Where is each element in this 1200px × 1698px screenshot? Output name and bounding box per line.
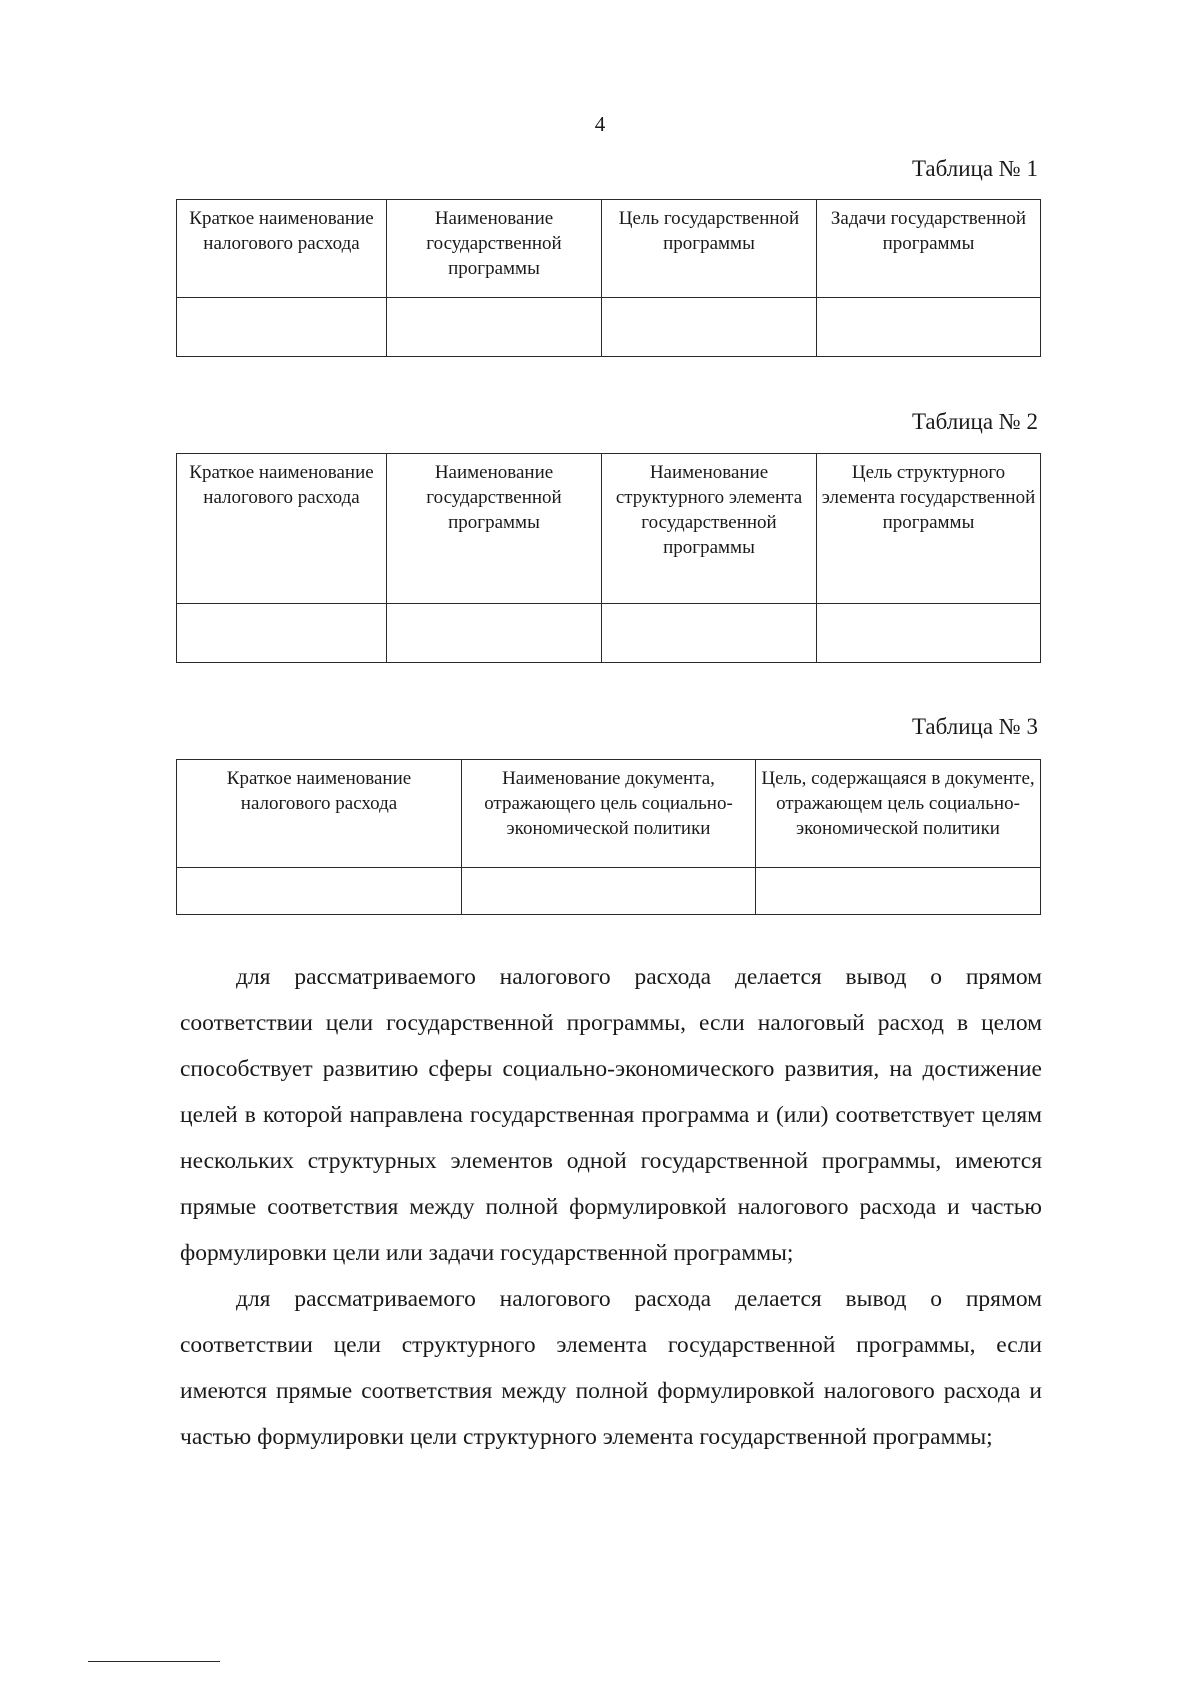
- table-header-cell: Краткое наименование налогового расхода: [177, 760, 462, 868]
- table-cell: [387, 298, 602, 357]
- table-2-caption: Таблица № 2: [911, 409, 1038, 434]
- paragraph: для рассматриваемого налогового расхода делается вывод о прямом соответствии цели структурного элемента государственной программы, если имеются прямые соответствия между полной формулировкой налогового расхода и частью формулировки цели структурного элемента государственной программы;: [180, 1286, 1042, 1450]
- paragraph: для рассматриваемого налогового расхода делается вывод о прямом соответствии цели государственной программы, если налоговый расход в целом способствует развитию сферы социально-экономического развития, на достижение целей в которой направлена государственная программа и (или) соответствует целям нескольких структурных элементов одной государственной программы, имеются прямые соответствия между полной формулировкой налогового расхода и частью формулировки цели или задачи государственной программы;: [180, 964, 1042, 1266]
- table-header-cell: Краткое наименование налогового расхода: [177, 200, 387, 298]
- table-3-caption: Таблица № 3: [911, 714, 1038, 739]
- table-header-cell: Задачи государственной программы: [817, 200, 1041, 298]
- page-number: 4: [594, 112, 606, 136]
- table-cell: [817, 298, 1041, 357]
- table-header-row: [177, 200, 1041, 298]
- table-cell: [756, 868, 1041, 915]
- table-cell: [387, 604, 602, 663]
- table-cell: [177, 604, 387, 663]
- table-header-row: [177, 454, 1041, 604]
- table-cell: [177, 868, 462, 915]
- table-row: [177, 868, 1041, 915]
- table-cell: [602, 604, 817, 663]
- table-header-cell: Краткое наименование налогового расхода: [177, 454, 387, 604]
- table-row: [177, 298, 1041, 357]
- body-text: [180, 954, 1042, 1460]
- table-header-cell: Цель структурного элемента государственной программы: [817, 454, 1041, 604]
- table-header-cell: Наименование документа, отражающего цель социально-экономической политики: [462, 760, 756, 868]
- table-header-cell: Наименование структурного элемента государственной программы: [602, 454, 817, 604]
- table-cell: [462, 868, 756, 915]
- table-header-cell: Цель, содержащаяся в документе, отражающем цель социально-экономической политики: [756, 760, 1041, 868]
- table-1-caption: Таблица № 1: [911, 156, 1038, 181]
- table-cell: [602, 298, 817, 357]
- table-header-cell: Наименование государственной программы: [387, 454, 602, 604]
- footnote-rule: [88, 1661, 220, 1662]
- table-header-cell: Цель государственной программы: [602, 200, 817, 298]
- table-cell: [817, 604, 1041, 663]
- table-row: [177, 604, 1041, 663]
- table-header-row: [177, 760, 1041, 868]
- table-cell: [177, 298, 387, 357]
- table-1: [176, 199, 1041, 357]
- table-3: [176, 759, 1041, 915]
- table-2: [176, 453, 1041, 663]
- table-header-cell: Наименование государственной программы: [387, 200, 602, 298]
